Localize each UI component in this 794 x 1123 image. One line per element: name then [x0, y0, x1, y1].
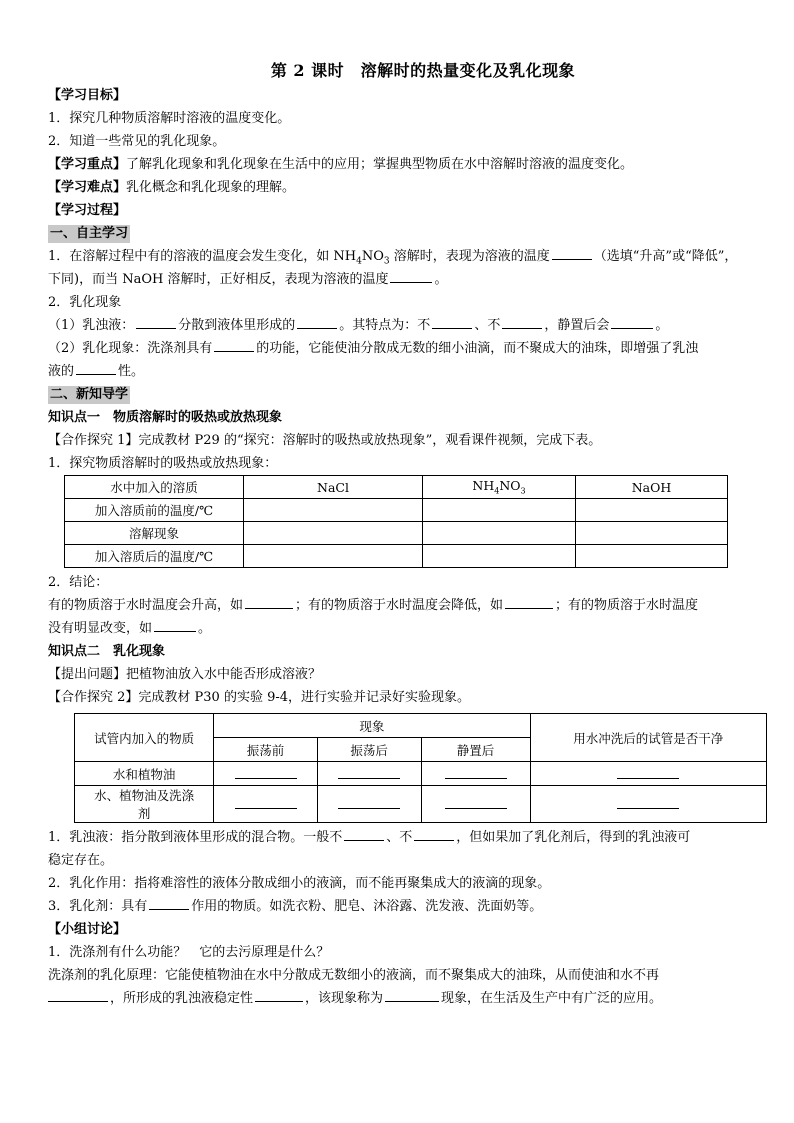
table-row: 水、植物油及洗涤 剂: [75, 786, 767, 823]
question-1: 1．在溶解过程中有的溶液的温度会发生变化，如 $NH_4NO_3$ 溶解时，表现为溶液的温度 （选填“升高”或“降低”，: [48, 245, 758, 268]
fill-blank[interactable]: [445, 796, 507, 809]
discussion-heading: 【小组讨论】: [48, 922, 127, 937]
table-cell[interactable]: [244, 522, 423, 545]
item-1: 1．探究物质溶解时的吸热或放热现象：: [48, 456, 278, 471]
fill-blank[interactable]: [235, 766, 297, 779]
table-header: 振荡后: [317, 738, 421, 762]
fill-blank[interactable]: [611, 314, 653, 329]
table-header: 用水冲洗后的试管是否干净: [530, 714, 766, 762]
key-point-text: 了解乳化现象和乳化现象在生活中的应用；掌握典型物质在水中溶解时溶液的温度变化。: [126, 157, 634, 172]
table-row: 水和植物油: [75, 762, 767, 786]
page-title: 第 2 课时 溶解时的热量变化及乳化现象: [270, 61, 576, 80]
table-row: 溶解现象: [65, 522, 728, 545]
objective-item: 2．知道一些常见的乳化现象。: [48, 134, 226, 149]
fill-blank[interactable]: [48, 987, 108, 1002]
cooperative-inquiry-1: 【合作探究 1】完成教材 P29 的“探究：溶解时的吸热或放热现象”，观看课件视频，完成下表。: [48, 433, 602, 448]
table-cell[interactable]: [576, 499, 728, 522]
fill-blank[interactable]: [255, 987, 303, 1002]
fill-blank[interactable]: [414, 826, 454, 841]
objectives-heading: 【学习目标】: [48, 88, 127, 103]
table-header: NaCl: [244, 476, 423, 499]
table-header: $NH_4NO_3$: [423, 476, 576, 499]
item-2: 2．结论：: [48, 575, 109, 590]
fill-blank[interactable]: [297, 314, 337, 329]
knowledge-point-2: 知识点二 乳化现象: [48, 644, 166, 659]
fill-blank[interactable]: [432, 314, 472, 329]
definition-3: 3．乳化剂：具有 作用的物质。如洗衣粉、肥皂、沐浴露、洗发液、洗面奶等。: [48, 895, 758, 918]
table-cell[interactable]: [423, 499, 576, 522]
fill-blank[interactable]: [149, 895, 189, 910]
fill-blank[interactable]: [76, 360, 116, 375]
table-row: 加入溶质后的温度/℃: [65, 545, 728, 568]
table-cell[interactable]: [423, 522, 576, 545]
conclusion: 有的物质溶于水时温度会升高，如 ；有的物质溶于水时温度会降低，如 ；有的物质溶于水时温度: [48, 594, 758, 617]
table-cell[interactable]: [576, 522, 728, 545]
discussion-answer: 洗涤剂的乳化原理：它能使植物油在水中分散成无数细小的液滴，而不聚集成大的油珠，从而使油和水不再: [48, 968, 660, 983]
question-2-2-cont: 液的 性。: [48, 360, 758, 383]
fill-blank[interactable]: [502, 314, 542, 329]
table-cell[interactable]: [423, 545, 576, 568]
fill-blank[interactable]: [385, 987, 439, 1002]
table-cell[interactable]: [244, 545, 423, 568]
fill-blank[interactable]: [245, 594, 293, 609]
key-point: [48, 153, 758, 176]
conclusion-cont: 没有明显改变，如 。: [48, 617, 758, 640]
discussion-answer-cont: ，所形成的乳浊液稳定性 ，该现象称为 现象，在生活及生产中有广泛的应用。: [48, 987, 758, 1010]
fill-blank[interactable]: [552, 245, 592, 260]
table-header: 水中加入的溶质: [65, 476, 244, 499]
table-header: 现象: [214, 714, 530, 738]
table-cell[interactable]: [244, 499, 423, 522]
section-heading: 二、新知导学: [50, 387, 129, 402]
section-heading: 一、自主学习: [50, 226, 129, 241]
table-row: 加入溶质前的温度/℃: [65, 499, 728, 522]
question-2-1: （1）乳浊液： 分散到液体里形成的 。其特点为：不 、不 ，静置后会 。: [48, 314, 758, 337]
fill-blank[interactable]: [617, 766, 679, 779]
knowledge-point-1: 知识点一 物质溶解时的吸热或放热现象: [48, 410, 283, 425]
definition-1-cont: 稳定存在。: [48, 853, 114, 868]
key-point-label: 【学习重点】: [48, 157, 127, 172]
fill-blank[interactable]: [338, 796, 400, 809]
fill-blank[interactable]: [154, 617, 196, 632]
dissolution-table: [64, 475, 728, 568]
table-header: 试管内加入的物质: [75, 714, 214, 762]
question-1-cont: 下同)，而当 NaOH 溶解时，正好相反，表现为溶液的温度 。: [48, 268, 758, 291]
question-2-2: （2）乳化现象：洗涤剂具有 的功能，它能使油分散成无数的细小油滴，而不聚成大的油珠，即增强了乳浊: [48, 337, 758, 360]
raise-question: 【提出问题】把植物油放入水中能否形成溶液？: [48, 667, 322, 682]
fill-blank[interactable]: [214, 337, 254, 352]
fill-blank[interactable]: [445, 766, 507, 779]
discussion-question: 1．洗涤剂有什么功能？ 它的去污原理是什么？: [48, 945, 330, 960]
fill-blank[interactable]: [344, 826, 384, 841]
fill-blank[interactable]: [338, 766, 400, 779]
process-heading: 【学习过程】: [48, 203, 127, 218]
fill-blank[interactable]: [505, 594, 553, 609]
fill-blank[interactable]: [235, 796, 297, 809]
difficulty-text: 乳化概念和乳化现象的理解。: [126, 180, 296, 195]
difficulty: [48, 176, 758, 199]
fill-blank[interactable]: [390, 268, 432, 283]
cooperative-inquiry-2: 【合作探究 2】完成教材 P30 的实验 9-4，进行实验并记录好实验现象。: [48, 690, 471, 705]
objective-item: 1．探究几种物质溶解时溶液的温度变化。: [48, 111, 291, 126]
emulsion-table: [74, 713, 767, 823]
definition-2: 2．乳化作用：指将难溶性的液体分散成细小的液滴，而不能再聚集成大的液滴的现象。: [48, 876, 551, 891]
table-cell[interactable]: [576, 545, 728, 568]
definition-1: 1．乳浊液：指分散到液体里形成的混合物。一般不 、不 ，但如果加了乳化剂后，得到的乳浊液可: [48, 826, 758, 849]
table-header: 静置后: [421, 738, 530, 762]
difficulty-label: 【学习难点】: [48, 180, 127, 195]
question-2: 2．乳化现象: [48, 295, 122, 310]
worksheet: [48, 58, 758, 1010]
table-header: NaOH: [576, 476, 728, 499]
fill-blank[interactable]: [617, 796, 679, 809]
table-header: 振荡前: [214, 738, 318, 762]
fill-blank[interactable]: [136, 314, 176, 329]
